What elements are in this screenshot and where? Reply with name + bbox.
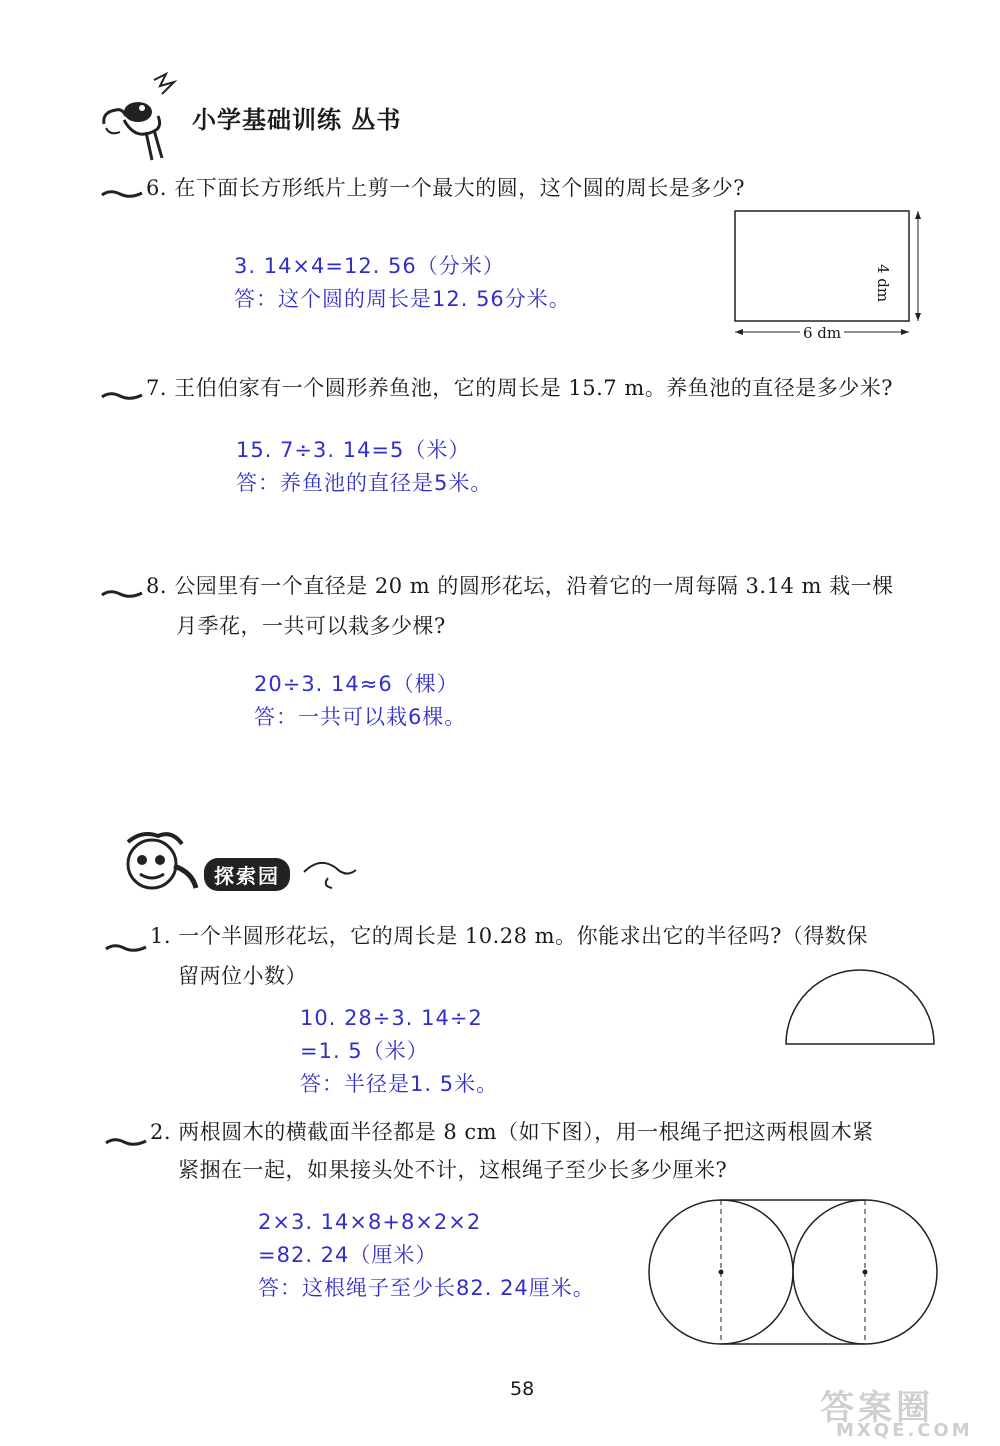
explore-2-answer-line-2: =82. 24（厘米） [258,1243,438,1267]
explore-2-answer-line-3: 答：这根绳子至少长82. 24厘米。 [258,1276,595,1300]
question-8-text-line-1: 8. 公园里有一个直径是 20 m 的圆形花坛，沿着它的一周每隔 3.14 m 栽一棵 [146,574,894,598]
explore-1-answer-line-2: =1. 5（米） [300,1039,429,1063]
question-6-answer-line-1: 3. 14×4=12. 56（分米） [234,254,505,278]
section-mascot-icon [112,826,202,896]
explore-1-answer-line-1: 10. 28÷3. 14÷2 [300,1006,483,1030]
header-logo-icon [96,72,186,164]
question-8-text-line-2: 月季花，一共可以栽多少棵? [176,614,446,638]
bullet-icon [104,940,148,954]
watermark-logo: 答案圈 [820,1388,934,1428]
rectangle-height-label: 4 dm [874,264,892,303]
bullet-icon [100,186,144,200]
semicircle-figure [780,966,940,1050]
explore-2-answer-line-1: 2×3. 14×8+8×2×2 [258,1210,482,1234]
question-7-answer-line-1: 15. 7÷3. 14=5（米） [236,438,471,462]
section-swirl-icon [300,852,360,892]
section-title: 探索园 [204,858,290,891]
bullet-icon [100,586,144,600]
question-8-answer-line-1: 20÷3. 14≈6（棵） [254,672,459,696]
bullet-icon [104,1134,148,1148]
series-title: 小学基础训练 丛书 [192,106,402,134]
explore-1-text-line-2: 留两位小数） [178,964,307,988]
explore-2-text-line-1: 2. 两根圆木的横截面半径都是 8 cm（如下图），用一根绳子把这两根圆木紧 [150,1120,874,1144]
explore-1-answer-line-3: 答：半径是1. 5米。 [300,1072,499,1096]
rectangle-width-label: 6 dm [800,324,844,342]
question-6-answer-line-2: 答：这个圆的周长是12. 56分米。 [234,287,571,311]
page-number: 58 [510,1378,535,1400]
question-6-text: 6. 在下面长方形纸片上剪一个最大的圆，这个圆的周长是多少? [146,176,745,200]
two-logs-figure [646,1194,944,1354]
explore-2-text-line-2: 紧捆在一起，如果接头处不计，这根绳子至少长多少厘米? [178,1158,728,1182]
question-8-answer-line-2: 答：一共可以栽6棵。 [254,705,467,729]
watermark-url: MXQE.COM [836,1420,973,1441]
question-7-answer-line-2: 答：养鱼池的直径是5米。 [236,471,493,495]
question-7-text: 7. 王伯伯家有一个圆形养鱼池，它的周长是 15.7 m。养鱼池的直径是多少米? [146,376,893,400]
explore-1-text-line-1: 1. 一个半圆形花坛，它的周长是 10.28 m。你能求出它的半径吗?（得数保 [150,924,868,948]
bullet-icon [100,388,144,402]
